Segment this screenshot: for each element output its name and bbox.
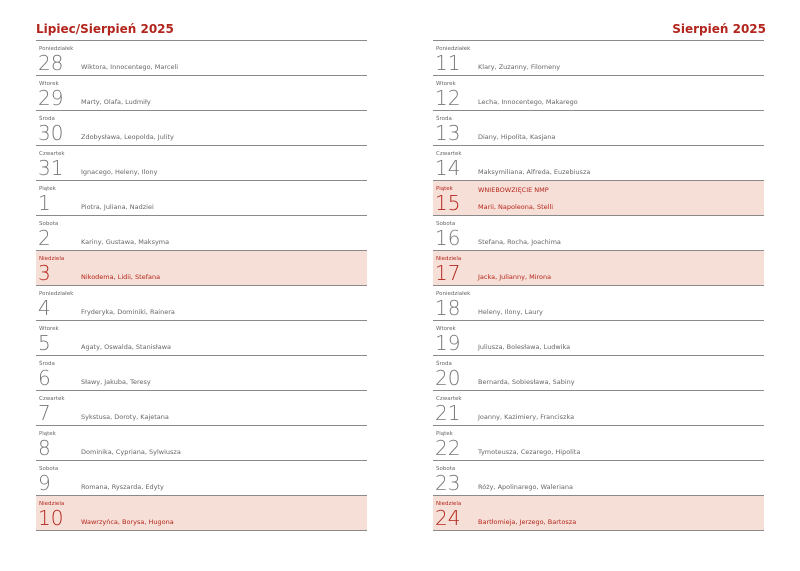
day-row bbox=[433, 251, 764, 286]
day-name: Wtorek bbox=[436, 81, 456, 87]
day-name: Poniedziałek bbox=[436, 46, 471, 52]
day-row bbox=[433, 111, 764, 146]
name-days: Juliusza, Bolesława, Ludwika bbox=[478, 343, 571, 351]
day-row bbox=[36, 286, 367, 321]
day-name: Wtorek bbox=[39, 81, 59, 87]
day-number: 30 bbox=[38, 121, 64, 145]
day-row bbox=[433, 76, 764, 111]
day-name: Piątek bbox=[436, 431, 453, 437]
day-row bbox=[433, 426, 764, 461]
day-number: 5 bbox=[38, 331, 51, 355]
day-row bbox=[36, 76, 367, 111]
name-days: Agaty, Oswalda, Stanisława bbox=[81, 343, 172, 351]
day-number: 2 bbox=[38, 226, 51, 250]
day-row bbox=[36, 356, 367, 391]
day-name: Czwartek bbox=[39, 396, 65, 402]
day-row bbox=[433, 496, 764, 531]
name-days: Sykstusa, Doroty, Kajetana bbox=[81, 413, 169, 421]
day-name: Środa bbox=[436, 361, 452, 367]
name-days: Dominika, Cypriana, Sylwiusza bbox=[81, 448, 181, 456]
day-name: Środa bbox=[39, 116, 55, 122]
day-row bbox=[433, 146, 764, 181]
name-days: Jacka, Julianny, Mirona bbox=[478, 273, 552, 281]
day-row bbox=[433, 461, 764, 496]
day-number: 28 bbox=[38, 51, 64, 75]
day-rows-left bbox=[36, 41, 367, 531]
name-days: Stefana, Rocha, Joachima bbox=[478, 238, 561, 246]
name-days: Heleny, Ilony, Laury bbox=[478, 308, 543, 316]
day-number: 7 bbox=[38, 401, 51, 425]
day-number: 18 bbox=[435, 296, 461, 320]
name-days: Zdobysława, Leopolda, Julity bbox=[81, 133, 174, 141]
day-number: 17 bbox=[435, 261, 461, 285]
day-number: 21 bbox=[435, 401, 461, 425]
day-name: Poniedziałek bbox=[436, 291, 471, 297]
day-name: Niedziela bbox=[39, 256, 65, 262]
name-days: Klary, Zuzanny, Filomeny bbox=[478, 63, 561, 71]
day-number: 11 bbox=[435, 51, 461, 75]
name-days: Bernarda, Sobiesława, Sabiny bbox=[478, 378, 575, 386]
day-name: Piątek bbox=[436, 186, 453, 192]
day-name: Niedziela bbox=[39, 501, 65, 507]
day-row bbox=[433, 41, 764, 76]
day-number: 29 bbox=[38, 86, 64, 110]
day-name: Sobota bbox=[436, 466, 456, 472]
name-days: Bartłomieja, Jerzego, Bartosza bbox=[478, 518, 577, 526]
day-name: Sobota bbox=[39, 221, 59, 227]
day-row bbox=[36, 426, 367, 461]
day-number: 19 bbox=[435, 331, 461, 355]
name-days: Wawrzyńca, Borysa, Hugona bbox=[81, 518, 174, 526]
day-row bbox=[36, 146, 367, 181]
day-number: 9 bbox=[38, 471, 51, 495]
right-page bbox=[433, 0, 764, 571]
name-days: Piotra, Juliana, Nadziei bbox=[81, 203, 154, 211]
name-days: Lecha, Innocentego, Makarego bbox=[478, 98, 578, 106]
day-row bbox=[36, 216, 367, 251]
day-name: Czwartek bbox=[436, 396, 462, 402]
day-list-left bbox=[36, 40, 367, 531]
day-name: Piątek bbox=[39, 186, 56, 192]
left-page bbox=[36, 0, 367, 571]
name-days: Ignacego, Heleny, Ilony bbox=[81, 168, 158, 176]
day-number: 6 bbox=[38, 366, 51, 390]
name-days: Diany, Hipolita, Kasjana bbox=[478, 133, 556, 141]
day-name: Niedziela bbox=[436, 256, 462, 262]
day-number: 20 bbox=[435, 366, 461, 390]
day-row bbox=[36, 391, 367, 426]
day-row bbox=[433, 286, 764, 321]
page-title-right: Sierpień 2025 bbox=[672, 22, 766, 36]
day-number: 8 bbox=[38, 436, 51, 460]
name-days: Romana, Ryszarda, Edyty bbox=[81, 483, 164, 491]
page-title-left: Lipiec/Sierpień 2025 bbox=[36, 22, 174, 36]
name-days: Nikodema, Lidii, Stefana bbox=[81, 273, 161, 281]
day-number: 15 bbox=[435, 191, 461, 215]
day-row bbox=[36, 321, 367, 356]
day-row bbox=[433, 356, 764, 391]
day-row bbox=[36, 41, 367, 76]
day-number: 1 bbox=[38, 191, 51, 215]
day-row bbox=[433, 321, 764, 356]
day-name: Piątek bbox=[39, 431, 56, 437]
day-list-right bbox=[433, 40, 764, 531]
name-days: Tymoteusza, Cezarego, Hipolita bbox=[478, 448, 581, 456]
name-days: Fryderyka, Dominiki, Rainera bbox=[81, 308, 175, 316]
day-row bbox=[433, 181, 764, 216]
day-row bbox=[433, 216, 764, 251]
day-number: 14 bbox=[435, 156, 461, 180]
day-row bbox=[36, 251, 367, 286]
day-number: 3 bbox=[38, 261, 51, 285]
day-row bbox=[36, 461, 367, 496]
day-name: Sobota bbox=[436, 221, 456, 227]
day-row bbox=[36, 181, 367, 216]
day-row bbox=[433, 391, 764, 426]
day-number: 22 bbox=[435, 436, 461, 460]
name-days: Maksymiliana, Alfreda, Euzebiusza bbox=[478, 168, 591, 176]
name-days: Marii, Napoleona, Stelli bbox=[478, 203, 554, 211]
day-number: 13 bbox=[435, 121, 461, 145]
day-row bbox=[36, 111, 367, 146]
day-number: 12 bbox=[435, 86, 461, 110]
name-days: Wiktora, Innocentego, Marceli bbox=[81, 63, 179, 71]
day-name: Poniedziałek bbox=[39, 291, 74, 297]
day-name: Poniedziałek bbox=[39, 46, 74, 52]
day-number: 23 bbox=[435, 471, 461, 495]
day-name: Czwartek bbox=[39, 151, 65, 157]
day-name: Środa bbox=[39, 361, 55, 367]
day-number: 16 bbox=[435, 226, 461, 250]
day-name: Niedziela bbox=[436, 501, 462, 507]
day-name: Wtorek bbox=[436, 326, 456, 332]
name-days: Kariny, Gustawa, Maksyma bbox=[81, 238, 170, 246]
name-days: Róży, Apolinarego, Waleriana bbox=[478, 483, 573, 491]
name-days: Sławy, Jakuba, Teresy bbox=[81, 378, 151, 386]
day-name: Wtorek bbox=[39, 326, 59, 332]
day-number: 10 bbox=[38, 506, 64, 530]
day-name: Sobota bbox=[39, 466, 59, 472]
day-name: Czwartek bbox=[436, 151, 462, 157]
day-row bbox=[36, 496, 367, 531]
holiday-name: WNIEBOWZIĘCIE NMP bbox=[478, 186, 549, 194]
day-number: 24 bbox=[435, 506, 461, 530]
name-days: Marty, Olafa, Ludmiły bbox=[81, 98, 151, 106]
name-days: Joanny, Kazimiery, Franciszka bbox=[478, 413, 575, 421]
day-rows-right bbox=[433, 41, 764, 531]
day-number: 31 bbox=[38, 156, 64, 180]
day-name: Środa bbox=[436, 116, 452, 122]
day-number: 4 bbox=[38, 296, 51, 320]
